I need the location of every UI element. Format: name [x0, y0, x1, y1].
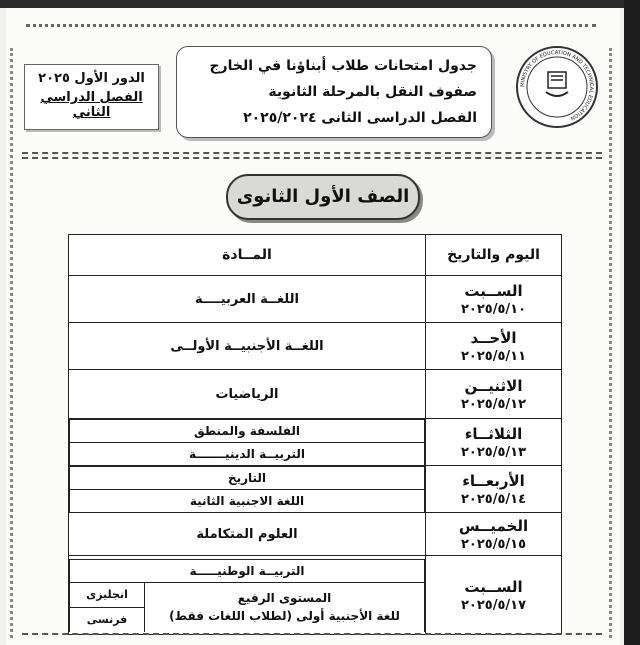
day-date: ٢٠٢٥/٥/١١ [460, 348, 527, 364]
day-date: ٢٠٢٥/٥/١٤ [460, 491, 527, 507]
day-name: الثلاثــاء [464, 424, 523, 443]
decorative-dots-right [603, 48, 612, 638]
separator [22, 633, 602, 635]
language-english: انجليزى [70, 583, 144, 608]
day-name: الأربعــاء [462, 471, 525, 490]
subject: اللغة الاجنبية الثانية [70, 490, 425, 513]
day-name: الاثنيــن [464, 376, 523, 395]
day-date: ٢٠٢٥/٥/١٣ [460, 444, 527, 460]
col-subject-header: المــادة [69, 235, 426, 276]
subject: التربيــة الوطنيـــــة [70, 559, 425, 582]
subject: التربيــة الدينيـــــــة [70, 443, 425, 466]
exam-round: الدور الأول ٢٠٢٥ [38, 71, 145, 86]
col-day-header: اليوم والتاريخ [426, 235, 562, 276]
day-date: ٢٠٢٥/٥/١٧ [460, 597, 527, 613]
title-line-3: الفصل الدراسى الثانى ٢٠٢٥/٢٠٢٤ [243, 110, 477, 126]
subject: اللغــة الأجنبيــة الأولــى [69, 323, 426, 370]
separator [22, 157, 602, 159]
term-box [24, 64, 159, 130]
advanced-level-subject [145, 582, 425, 632]
window-top-edge [0, 0, 640, 8]
title-line-2: صفوف النقل بالمرحلة الثانوية [268, 84, 477, 100]
exam-schedule-table [68, 234, 562, 635]
table-row [69, 323, 562, 370]
subject: التاريخ [70, 467, 425, 490]
day-date: ٢٠٢٥/٥/١٠ [460, 301, 527, 317]
svg-text:MINISTRY OF EDUCATION AND TECH: MINISTRY OF EDUCATION AND TECHNICAL EDUCATION [519, 49, 595, 121]
subject: الرياضيات [69, 370, 426, 419]
grade-title: الصف الأول الثانوى [226, 174, 420, 220]
table-row [69, 556, 562, 635]
table-header-row [69, 235, 562, 276]
title-line-1: جدول امتحانات طلاب أبناؤنا في الخارج [209, 58, 477, 74]
subject: العلوم المتكاملة [69, 513, 426, 556]
subject: الفلسفة والمنطق [70, 420, 425, 443]
advanced-level-note: للغة الأجنبية أولى (لطلاب اللغات فقط) [169, 609, 400, 623]
day-date: ٢٠٢٥/٥/١٥ [460, 536, 527, 552]
day-name: الخميــس [458, 516, 529, 535]
exam-term: الفصل الدراسي الثاني [40, 90, 143, 120]
table-row [69, 466, 562, 513]
table-row [69, 370, 562, 419]
table-row [69, 276, 562, 323]
subject: اللغــة العربيــــة [69, 276, 426, 323]
ministry-logo [516, 46, 598, 128]
day-name: الســبت [464, 577, 523, 596]
document-page [6, 8, 620, 645]
language-french: فرنسى [86, 612, 128, 626]
exam-title-box [176, 46, 492, 138]
window-right-edge [624, 0, 640, 645]
advanced-level-title: المستوى الرفيع [237, 591, 332, 605]
day-name: الســبت [464, 281, 523, 300]
table-row [69, 419, 562, 466]
day-date: ٢٠٢٥/٥/١٢ [460, 396, 527, 412]
decorative-dots [26, 14, 596, 27]
separator [22, 152, 602, 154]
day-name: الأحــد [470, 328, 517, 347]
table-row [69, 513, 562, 556]
decorative-dots-left [10, 48, 19, 638]
